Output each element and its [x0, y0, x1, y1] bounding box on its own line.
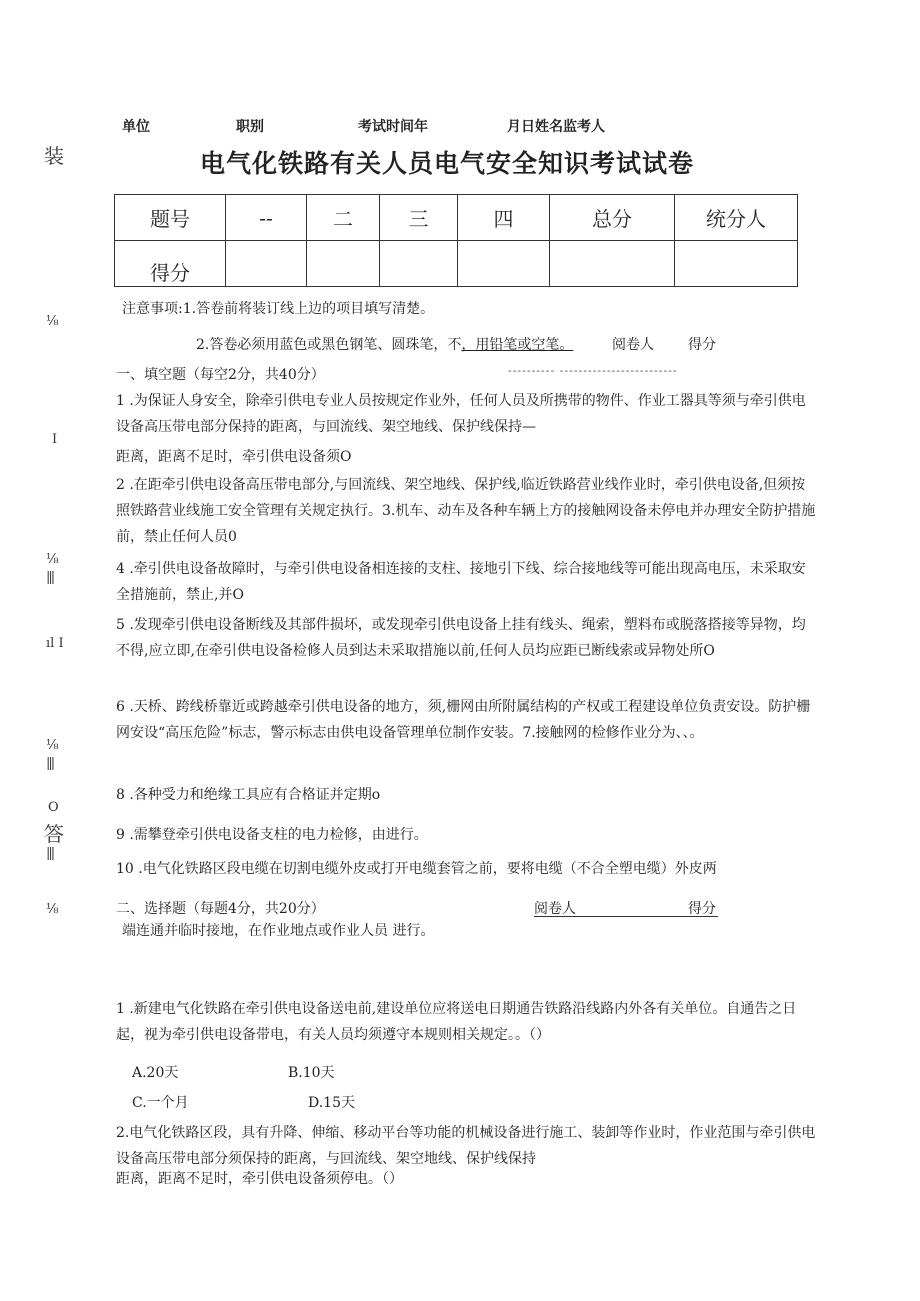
section-2-reviewer-line [534, 898, 718, 917]
score-cell[interactable] [550, 241, 675, 287]
margin-bar-mark: ||| [46, 846, 54, 861]
header-date-name: 月日姓名监考人 [507, 119, 605, 135]
score-table-header: -- [226, 195, 307, 241]
score-table-header: 统分人 [675, 195, 798, 241]
question-8: 8 .各种受力和绝缘工具应有合格证并定期o [116, 787, 381, 803]
score-table-header: 二 [307, 195, 380, 241]
question-1: 1 .为保证人身安全，除牵引供电专业人员按规定作业外，任何人员及所携带的物件、作业工器具等须与牵引供电设备高压带电部分保持的距离，与回流线、架空地线、保护线保持— [116, 393, 806, 435]
note-2 [196, 334, 573, 354]
page-title: 电气化铁路有关人员电气安全知识考试试卷 [200, 149, 695, 178]
margin-fraction-mark: ⅛ [46, 902, 59, 917]
note-2-underlined: ，用铅笔或空笔。 [461, 337, 574, 353]
score-table-header: 四 [458, 195, 550, 241]
score-table-header: 总分 [550, 195, 675, 241]
score-cell[interactable] [307, 241, 380, 287]
section-2-heading: 二、选择题（每题4分，共20分） [116, 901, 325, 917]
question-9: 9 .需攀登牵引供电设备支柱的电力检修，由进行。 [116, 827, 428, 843]
note-2-text: 2.答卷必须用蓝色或黑色钢笔、圆珠笔，不 [196, 337, 462, 353]
choice-question-1: 1 .新建电气化铁路在牵引供电设备送电前,建设单位应将送电日期通告铁路沿线路内外各有关单位。自通告之日起，视为牵引供电设备带电，有关人员均须遵守本规则相关规定。。（） [116, 1001, 797, 1043]
question-1-cont: 距离，距离不足时，牵引供电设备须O [116, 449, 352, 465]
option-b[interactable]: B.10天 [288, 1065, 335, 1081]
section-1-heading: 一、填空题（每空2分，共40分） [116, 367, 325, 383]
margin-bar-mark: ıl I [46, 636, 64, 651]
margin-bar-mark: ||| [46, 570, 54, 585]
score-table-header: 题号 [115, 195, 226, 241]
option-c[interactable]: C.一个月 [132, 1095, 189, 1111]
question-5: 5 .发现牵引供电设备断线及其部件损坏，或发现牵引供电设备上挂有线头、绳索，塑料布或脱落搭接等异物，均不得,应立即,在牵引供电设备检修人员到达未采取措施以前,任何人员均应距已断线索或异物处所O [116, 617, 806, 659]
margin-da: 答 [44, 822, 64, 846]
margin-zhuang: 装 [44, 144, 64, 168]
question-6: 6 .天桥、跨线桥靠近或跨越牵引供电设备的地方，须,栅网由所附属结构的产权或工程建设单位负责安设。防护栅网安设“高压危险”标志，警示标志由供电设备管理单位制作安装。7.接触网的检修作业分为、、。 [116, 699, 811, 741]
note-1: 注意事项:1.答卷前将装订线上边的项目填写清楚。 [122, 301, 435, 317]
section-1-dash-line: ---------- ------------------------- [508, 364, 678, 377]
score-table [114, 194, 798, 287]
margin-fraction-mark: ⅛ [46, 738, 59, 753]
score-cell[interactable] [675, 241, 798, 287]
header-unit: 单位 [122, 119, 150, 135]
reviewer-label: 阅卷人 [612, 337, 654, 353]
margin-bar-mark: ||| [46, 756, 54, 771]
margin-bar-mark: I [52, 432, 58, 447]
header-position: 职别 [236, 119, 264, 135]
margin-fraction-mark: ⅛ [46, 552, 59, 567]
section-2-score: 得分 [688, 901, 716, 917]
score-table-header: 三 [380, 195, 458, 241]
section-2-reviewer: 阅卷人 [534, 901, 576, 917]
header-exam-time: 考试时间年 [358, 119, 428, 135]
choice-question-2: 2.电气化铁路区段，具有升降、伸缩、移动平台等功能的机械设备进行施工、装卸等作业时，作业范围与牵引供电设备高压带电部分须保持的距离，与回流线、架空地线、保护线保持 [116, 1125, 816, 1167]
option-a[interactable]: A.20天 [132, 1065, 179, 1081]
question-2: 2 .在距牵引供电设备高压带电部分,与回流线、架空地线、保护线,临近铁路营业线作业时，牵引供电设备,但须按照铁路营业线施工安全管理有关规定执行。3.机车、动车及各种车辆上方的接触网设备未停电并办理安全防护措施前，禁止任何人员0 [116, 477, 816, 545]
score-label: 得分 [688, 337, 716, 353]
question-10: 10 .电气化铁路区段电缆在切割电缆外皮或打开电缆套管之前，要将电缆（不合全塑电缆）外皮两 [116, 861, 717, 877]
margin-circle-mark: O [48, 800, 59, 815]
score-cell[interactable] [458, 241, 550, 287]
question-10-cont: 端连通并临时接地，在作业地点或作业人员 进行。 [122, 923, 435, 939]
choice-question-2-cont: 距离，距离不足时，牵引供电设备须停电。（） [116, 1171, 403, 1187]
question-4: 4 .牵引供电设备故障时，与牵引供电设备相连接的支柱、接地引下线、综合接地线等可能出现高电压，未采取安全措施前，禁止,并O [116, 561, 806, 603]
option-d[interactable]: D.15天 [308, 1095, 355, 1111]
score-row-label: 得分 [115, 241, 226, 287]
score-cell[interactable] [226, 241, 307, 287]
score-cell[interactable] [380, 241, 458, 287]
margin-fraction-mark: ⅛ [46, 314, 59, 329]
